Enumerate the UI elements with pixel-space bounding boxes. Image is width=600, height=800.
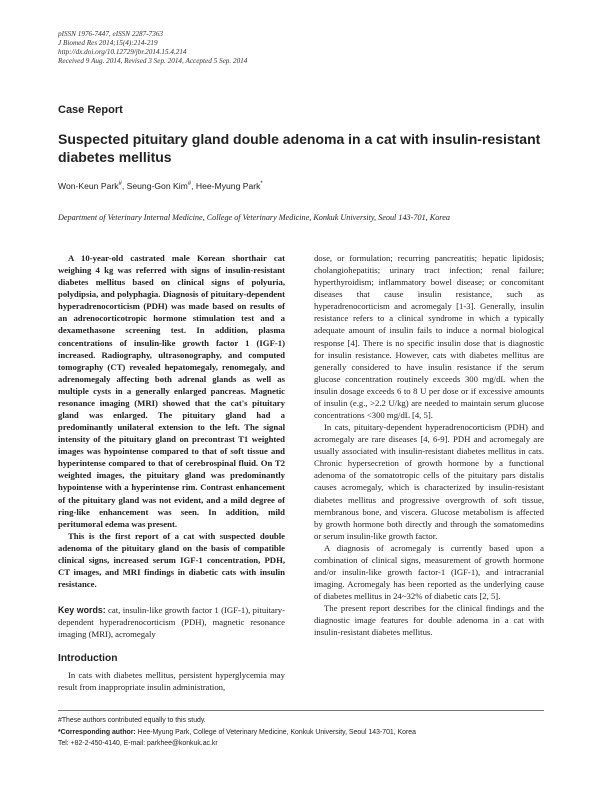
footnotes: [58, 710, 544, 750]
right-column: [314, 252, 544, 639]
journal-reference: J Biomed Res 2014;15(4):214-219: [58, 39, 158, 47]
abstract-paragraph: This is the first report of a cat with suspected double adenoma of the pituitary gland on the basis of compatible clinical signs, increased serum IGF-1 concentration, PDH, CT images, and MRI findings in diabetic cats with insulin resistance.: [58, 530, 285, 590]
issn-line: pISSN 1976-7447, eISSN 2287-7363: [58, 30, 164, 38]
article-type-label: Case Report: [58, 104, 123, 116]
left-column: [58, 252, 285, 693]
author-name: Seung-Gon Kim: [126, 181, 188, 191]
contact-info: Tel: +82-2-450-4140, E-mail: parkhee@konkuk.ac.kr: [58, 740, 218, 748]
keywords: [58, 604, 285, 640]
author-separator: ,: [191, 181, 196, 191]
author-mark: *: [260, 181, 263, 188]
introduction-paragraph: In cats with diabetes mellitus, persistent hyperglycemia may result from inappropriate insulin administration,: [58, 669, 285, 692]
author-separator: ,: [121, 181, 127, 191]
article-title: Suspected pituitary gland double adenoma in a cat with insulin-resistant diabetes mellitus: [58, 131, 541, 165]
received-dates: Received 9 Aug. 2014, Revised 3 Sep. 2014, Accepted 5 Sep. 2014: [58, 57, 248, 65]
affiliation: Department of Veterinary Internal Medicine, College of Veterinary Medicine, Konkuk University, Seoul 143-701, Korea: [58, 213, 450, 222]
body-paragraph: In cats, pituitary-dependent hyperadrenocorticism (PDH) and acromegaly are rare diseases [4, 6-9]. PDH and acromegaly are usually associated with insulin-resistant diabetes mellitus in cats. Chronic hypersecretion of growth hormone by a functional adenoma of the somatotropic cells of the pituitary pars distalis causes acromegaly, which is characterized by insulin-resistant diabetes mellitus and progressive overgrowth of soft tissue, membranous bone, and viscera. Glucose metabolism is affected by growth hormone both directly and through the somatomedins or serum insulin-like growth factor.: [314, 422, 544, 541]
corresponding-author-label: *Corresponding author:: [58, 728, 136, 736]
author-name: Hee-Myung Park: [195, 181, 261, 191]
journal-meta: [58, 30, 247, 66]
author-mark: #: [118, 181, 122, 188]
corresponding-author-note: [58, 727, 544, 739]
corresponding-author-text: Hee-Myung Park, College of Veterinary Medicine, Konkuk University, Seoul 143-701, Korea: [135, 728, 416, 736]
keywords-label: Key words:: [58, 605, 106, 616]
body-paragraph: The present report describes for the clinical findings and the diagnostic image features for double adenoma in a cat with insulin-resistant diabetes mellitus.: [314, 603, 544, 638]
body-paragraph: A diagnosis of acromegaly is currently based upon a combination of clinical signs, measurement of growth hormone and/or insulin-like growth factor-1 (IGF-1), and intracranial imaging. Acromegaly has been reported as the underlying cause of diabetes mellitus in 24~32% of diabetic cats [2, 5].: [314, 542, 544, 602]
author-list: [58, 181, 263, 191]
author-mark: #: [187, 181, 192, 188]
abstract-paragraph: A 10-year-old castrated male Korean shorthair cat weighing 4 kg was referred with signs of insulin-resistant diabetes mellitus based on clinical signs of polyuria, polydipsia, and polyphagia. Diagnosis of pituitary-dependent hyperadrenocorticism (PDH) was made based on results of an adrenocorticotropic hormone stimulation test and a dexamethasone screening test. In addition, plasma concentrations of insulin-like growth factor 1 (IGF-1) increased. Radiography, ultrasonography, and computed tomography (CT) revealed hepatomegaly, renomegaly, and adrenomegaly affecting both adrenal glands as well as multiple cysts in a generally enlarged pancreas. Magnetic resonance imaging (MRI) showed that the cat's pituitary gland was enlarged. The pituitary gland had a predominantly unilateral extension to the left. The signal intensity of the pituitary gland on precontrast T1 weighted images was hypointense compared to that of soft tissue and hyperintense compared to that of cerebrospinal fluid. On T2 weighted images, the pituitary gland was predominantly hypointense with a hyperintense rim. Contrast enhancement of the pituitary gland was not evident, and a mild degree of ring-like enhancement was seen. In addition, mild peritumoral edema was present.: [58, 253, 285, 529]
doi-link[interactable]: http://dx.doi.org/10.12729/jbr.2014.15.4.214: [58, 48, 187, 56]
author-name: Won-Keun Park: [58, 181, 119, 191]
introduction-heading: Introduction: [58, 653, 118, 665]
body-paragraph: dose, or formulation; recurring pancreatitis; hepatic lipidosis; cholangiohepatitis; urinary tract infection; renal failure; hyperthyroidism; inflammatory bowel disease; or concomitant diseases that cause insulin resistance, such as hyperadrenocorticism and acromegaly [1-3]. Generally, insulin resistance refers to a clinical syndrome in which a typically adequate amount of insulin fails to induce a normal biological response [4]. There is no specific insulin dose that is diagnostic for insulin resistance. However, cats with diabetes mellitus are generally considered to have insulin resistance if the serum glucose concentration routinely exceeds 300 mg/dL when the insulin dosage exceeds 6 to 8 U per dose or if excessive amounts of insulin (e.g., >2.2 U/kg) are needed to maintain serum glucose concentrations <300 mg/dL [4, 5].: [314, 253, 544, 421]
keywords-text: cat, insulin-like growth factor 1 (IGF-1), pituitary-dependent hyperadrenocorticism (PDH), magnetic resonance imaging (MRI), acromegaly: [58, 605, 286, 640]
equal-contribution-note: #These authors contributed equally to this study.: [58, 717, 206, 724]
